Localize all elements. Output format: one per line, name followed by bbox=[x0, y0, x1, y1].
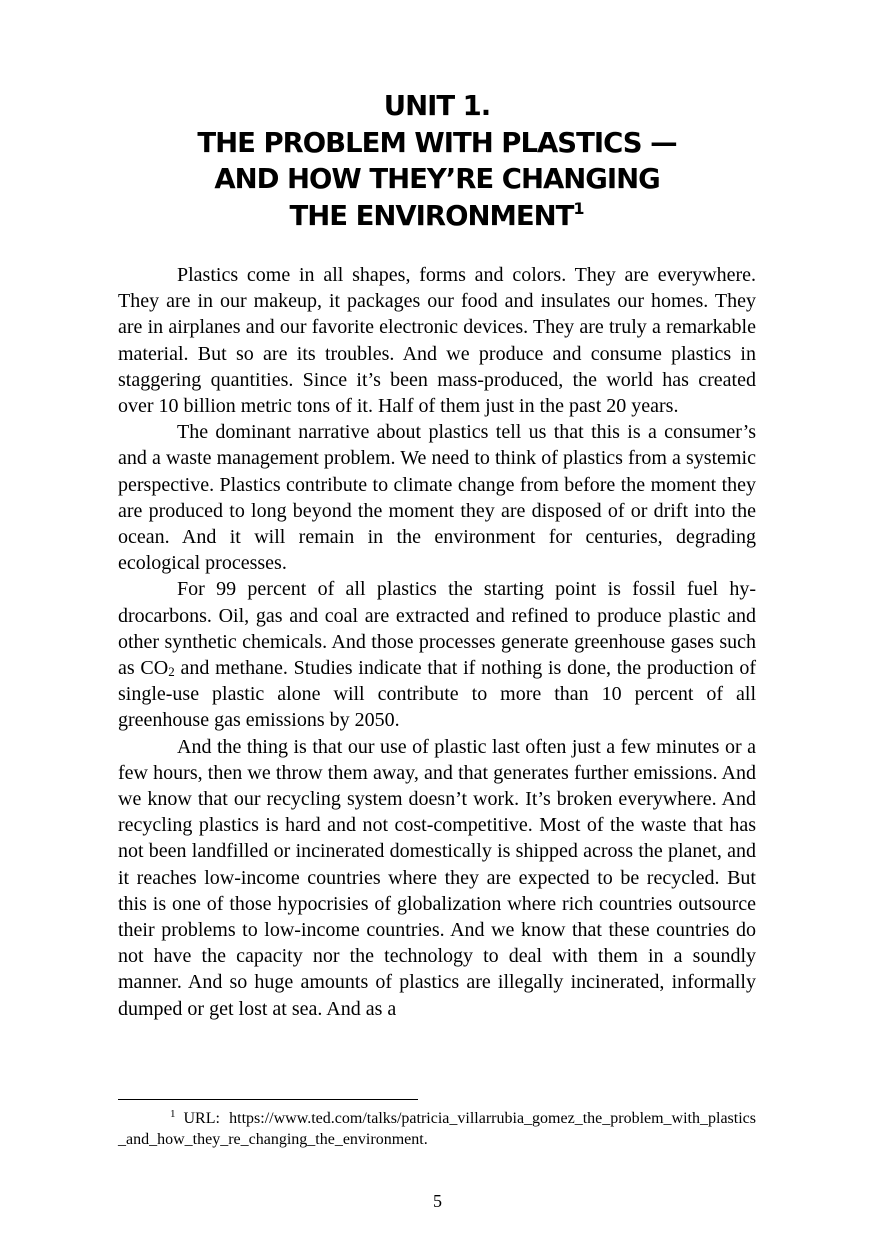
paragraph-1: Plastics come in all shapes, forms and colors. They are everywhere. They are in our makeup, it packages our food and insulates our homes. They are in airplanes and our favorite electronic devices. They are truly a remarkable material. But so are its troubles. And we produce and consume plastics in staggering quantities. Since it’s been mass-produced, the world has created over 10 billion metric tons of it. Half of them just in the past 20 years. bbox=[118, 264, 756, 418]
title-line-4 bbox=[118, 198, 756, 235]
title-line-4-text: THE ENVIRONMENT bbox=[289, 199, 574, 232]
paragraph-2: The dominant narrative about plastics tell us that this is a consumer’s and a waste management problem. We need to think of plastics from a systemic perspective. Plastics contribute to climate change from before the moment they are produced to long beyond the moment they are disposed of or drift into the ocean. And it will remain in the environment for centuries, degrading ecological processes. bbox=[118, 421, 756, 575]
footnote-mark: 1 bbox=[170, 1108, 176, 1120]
paragraph-3-part-1: For 99 percent of all plastics the starting point is fossil fuel hydrocarbons. Oil, gas and coal are extracted and refined to produce plastic and other synthetic chemicals. And those processes generate greenhouse gases such as CO bbox=[118, 578, 756, 680]
footnote-text[interactable]: URL: https://www.ted.com/talks/patricia_villarrubia_gomez_the_problem_with_plastics_and_how_they_re_changing_the_environment. bbox=[118, 1110, 756, 1148]
footnote-divider bbox=[118, 1099, 418, 1100]
page-content bbox=[118, 88, 756, 1022]
title-footnote-mark[interactable]: 1 bbox=[573, 198, 585, 218]
page-number: 5 bbox=[433, 1191, 442, 1211]
paragraph-3 bbox=[118, 576, 756, 733]
paragraph-4: And the thing is that our use of plastic last often just a few minutes or a few hours, then we throw them away, and that generates further emissions. And we know that our recycling system doesn’t work. It’s broken everywhere. And recycling plastics is hard and not cost-competitive. Most of the waste that has not been landfilled or incinerated domestically is shipped across the planet, and it reaches low-income countries where they are expected to be recycled. But this is one of those hypocrisies of globalization where rich countries outsource their problems to low-income countries. And we know that these countries do not have the capacity nor the technology to deal with them in a soundly manner. And so huge amounts of plastics are illegally incinerated, informally dumped or get lost at sea. And as a bbox=[118, 735, 756, 1020]
paragraph-3-part-2: and methane. Studies indicate that if nothing is done, the production of single-use plastic alone will contribute to more than 10 percent of all greenhouse gas emissions by 2050. bbox=[118, 657, 756, 732]
page-title bbox=[118, 88, 756, 234]
title-line-2: THE PROBLEM WITH PLASTICS — bbox=[197, 126, 677, 159]
footnote bbox=[118, 1108, 756, 1150]
title-line-unit: UNIT 1. bbox=[383, 90, 491, 122]
body-text bbox=[118, 262, 756, 1022]
co2-subscript: 2 bbox=[168, 664, 175, 680]
title-line-3: AND HOW THEY’RE CHANGING bbox=[214, 163, 660, 195]
